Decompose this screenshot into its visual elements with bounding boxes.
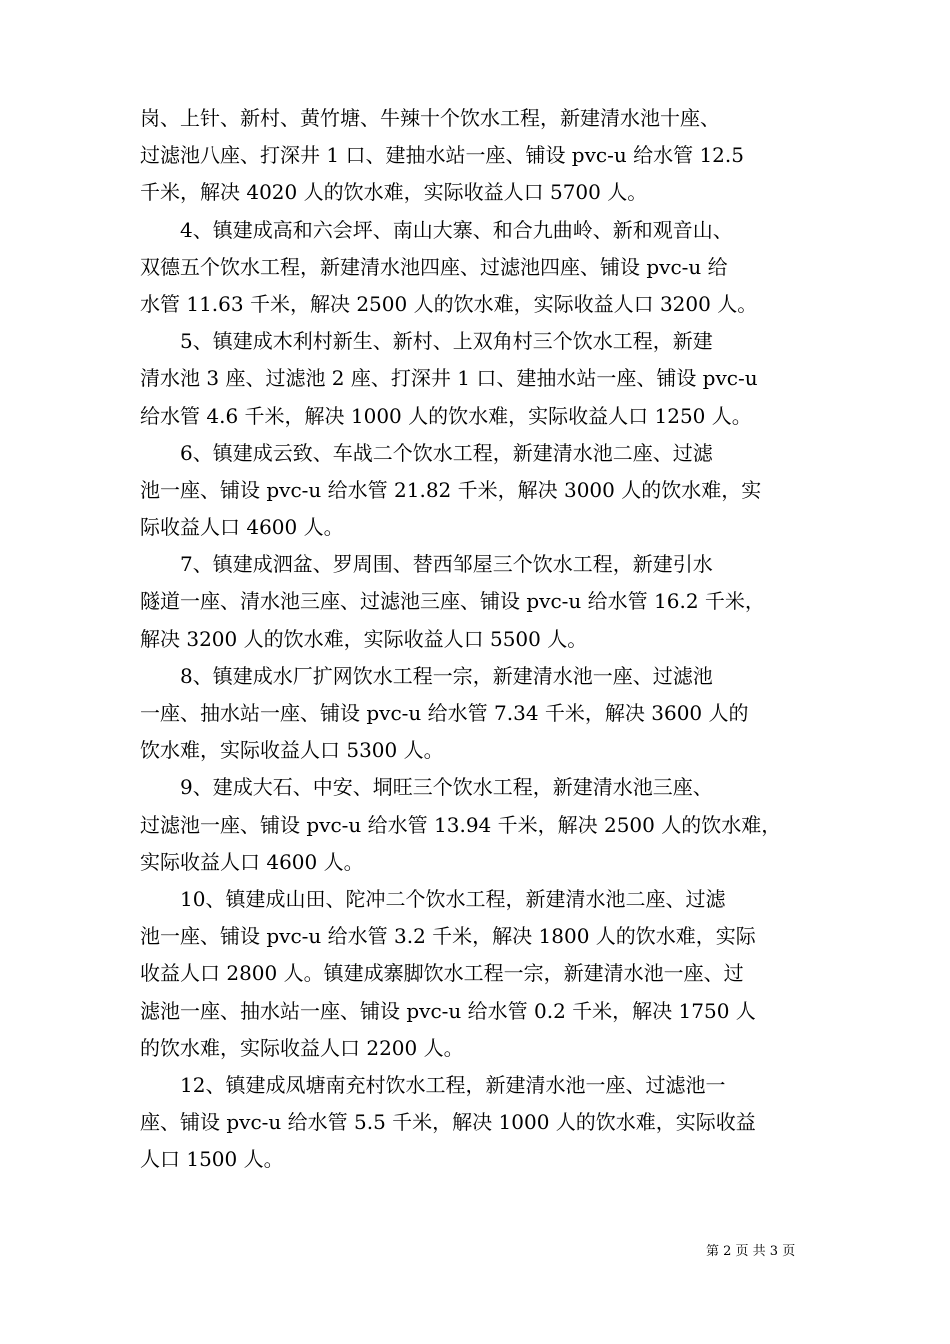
text-line: 9、建成大石、中安、垌旺三个饮水工程，新建清水池三座、	[140, 775, 713, 800]
text-line: 池一座、铺设 pvc-u 给水管 3.2 千米，解决 1800 人的饮水难，实际	[140, 924, 756, 949]
text-line: 过滤池一座、铺设 pvc-u 给水管 13.94 千米，解决 2500 人的饮水难，	[140, 812, 782, 837]
text-line: 5、镇建成木利村新生、新村、上双角村三个饮水工程，新建	[140, 329, 713, 354]
text-line: 10、镇建成山田、陀冲二个饮水工程，新建清水池二座、过滤	[140, 886, 726, 911]
text-line: 收益人口 2800 人。镇建成寨脚饮水工程一宗，新建清水池一座、过	[140, 961, 744, 986]
text-line: 隧道一座、清水池三座、过滤池三座、铺设 pvc-u 给水管 16.2 千米，	[140, 589, 765, 614]
text-line: 解决 3200 人的饮水难，实际收益人口 5500 人。	[140, 626, 588, 651]
text-line: 千米，解决 4020 人的饮水难，实际收益人口 5700 人。	[140, 180, 648, 205]
text-line: 双德五个饮水工程，新建清水池四座、过滤池四座、铺设 pvc-u 给	[140, 254, 728, 279]
text-line: 饮水难，实际收益人口 5300 人。	[140, 738, 444, 763]
text-line: 池一座、铺设 pvc-u 给水管 21.82 千米，解决 3000 人的饮水难，实	[140, 477, 762, 502]
text-line: 际收益人口 4600 人。	[140, 515, 344, 540]
text-line: 8、镇建成水厂扩网饮水工程一宗，新建清水池一座、过滤池	[140, 663, 713, 688]
text-line: 实际收益人口 4600 人。	[140, 849, 364, 874]
text-line: 12、镇建成凤塘南充村饮水工程，新建清水池一座、过滤池一	[140, 1072, 726, 1097]
text-line: 给水管 4.6 千米，解决 1000 人的饮水难，实际收益人口 1250 人。	[140, 403, 752, 428]
text-line: 人口 1500 人。	[140, 1147, 284, 1172]
page-number: 第 2 页 共 3 页	[706, 1244, 796, 1259]
text-line: 过滤池八座、打深井 1 口、建抽水站一座、铺设 pvc-u 给水管 12.5	[140, 143, 744, 168]
text-line: 岗、上针、新村、黄竹塘、牛辣十个饮水工程，新建清水池十座、	[140, 106, 720, 130]
text-line: 6、镇建成云致、车战二个饮水工程，新建清水池二座、过滤	[140, 440, 713, 465]
text-line: 7、镇建成泗盆、罗周围、替西邹屋三个饮水工程，新建引水	[140, 552, 713, 577]
text-line: 4、镇建成高和六会坪、南山大寨、和合九曲岭、新和观音山、	[140, 217, 733, 242]
text-line: 的饮水难，实际收益人口 2200 人。	[140, 1035, 464, 1060]
text-line: 水管 11.63 千米，解决 2500 人的饮水难，实际收益人口 3200 人。	[140, 291, 758, 316]
text-line: 清水池 3 座、过滤池 2 座、打深井 1 口、建抽水站一座、铺设 pvc-u	[140, 366, 758, 391]
text-line: 滤池一座、抽水站一座、铺设 pvc-u 给水管 0.2 千米，解决 1750 人	[140, 998, 756, 1023]
document-body	[140, 100, 812, 1178]
text-line: 一座、抽水站一座、铺设 pvc-u 给水管 7.34 千米，解决 3600 人的	[140, 701, 749, 725]
text-line: 座、铺设 pvc-u 给水管 5.5 千米，解决 1000 人的饮水难，实际收益	[140, 1110, 756, 1135]
